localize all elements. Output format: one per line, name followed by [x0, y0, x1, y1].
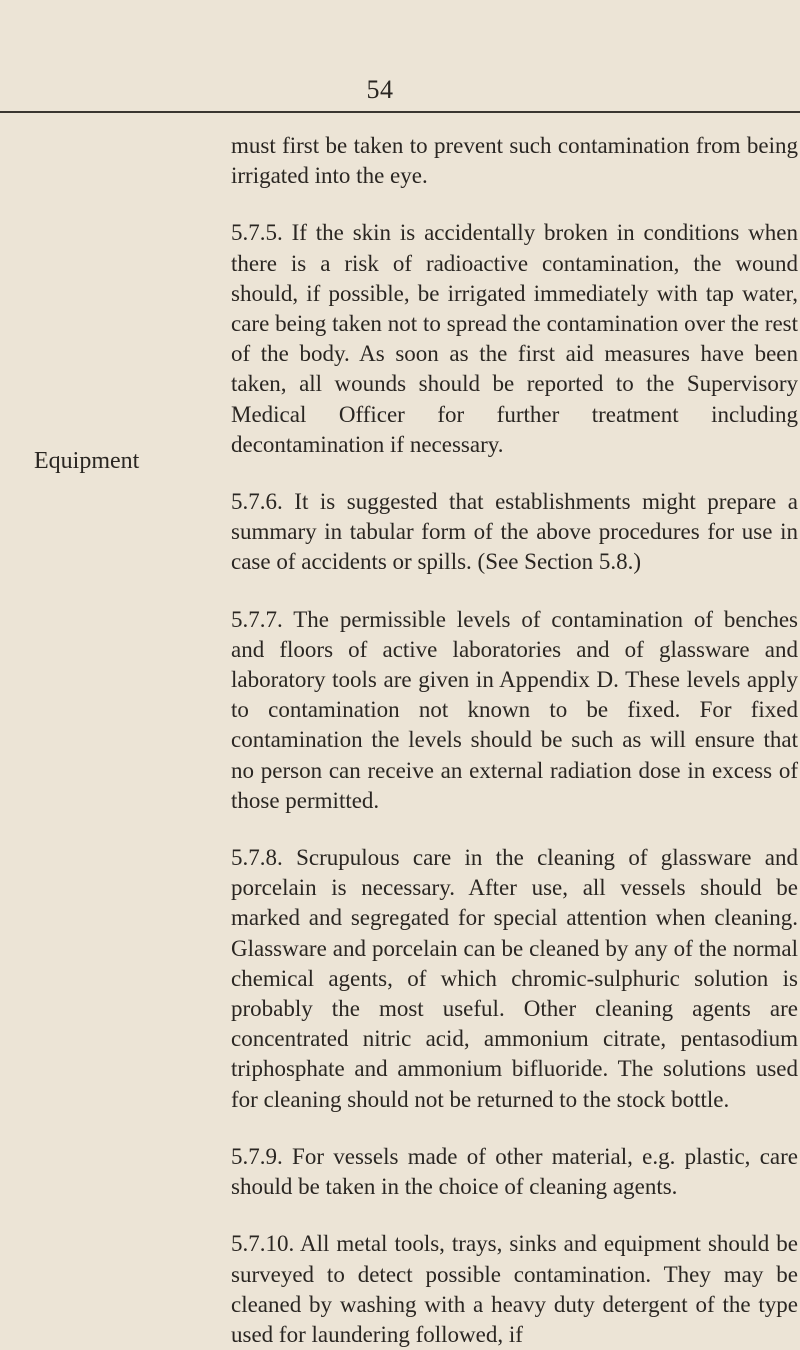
paragraph-5-7-9: 5.7.9. For vessels made of other material, e.g. plastic, care should be taken in the choice of cleaning agents. — [231, 1143, 798, 1200]
paragraph-5-7-7: 5.7.7. The permissible levels of contamination of benches and floors of active laboratories and of glassware and laboratory tools are given in Appendix D. These levels apply to contamination not known to be fixed. For fixed contamination the levels should be such as will ensure that no person can receive an external radiation dose in excess of those permitted. — [231, 606, 798, 813]
paragraph-continued: must first be taken to prevent such contamination from being irrigated into the eye. — [231, 133, 798, 189]
margin-note-equipment: Equipment — [34, 448, 140, 474]
paragraph-5-7-8: 5.7.8. Scrupulous care in the cleaning of glassware and porcelain is necessary. After use, all vessels should be marked and segregated for special attention when cleaning. Glassware and porcelain can be cleaned by any of the normal chemical agents, of which chromic-sulphuric solution is probably the most useful. Other cleaning agents are concentrated nitric acid, ammonium citrate, pentasodium triphosphate and ammonium bifluoride. The solutions used for cleaning should not be returned to the stock bottle. — [231, 845, 798, 1112]
header-rule — [0, 111, 800, 113]
paragraph-5-7-6: 5.7.6. It is suggested that establishments might prepare a summary in tabular form of the above procedures for use in case of accidents or spills. (See Section 5.8.) — [231, 489, 798, 575]
paragraph-5-7-10: 5.7.10. All metal tools, trays, sinks and equipment should be surveyed to detect possible contamination. They may be cleaned by washing with a heavy duty detergent of the type used for laundering followed, if — [231, 1231, 798, 1347]
body-text — [231, 131, 798, 1350]
page-number: 54 — [366, 75, 394, 104]
paragraph-5-7-5: 5.7.5. If the skin is accidentally broken in conditions when there is a risk of radioactive contamination, the wound should, if possible, be irrigated immediately with tap water, care being taken not to spread the contamination over the rest of the body. As soon as the first aid measures have been taken, all wounds should be reported to the Supervisory Medical Officer for further treatment including decontamination if necessary. — [231, 220, 798, 457]
